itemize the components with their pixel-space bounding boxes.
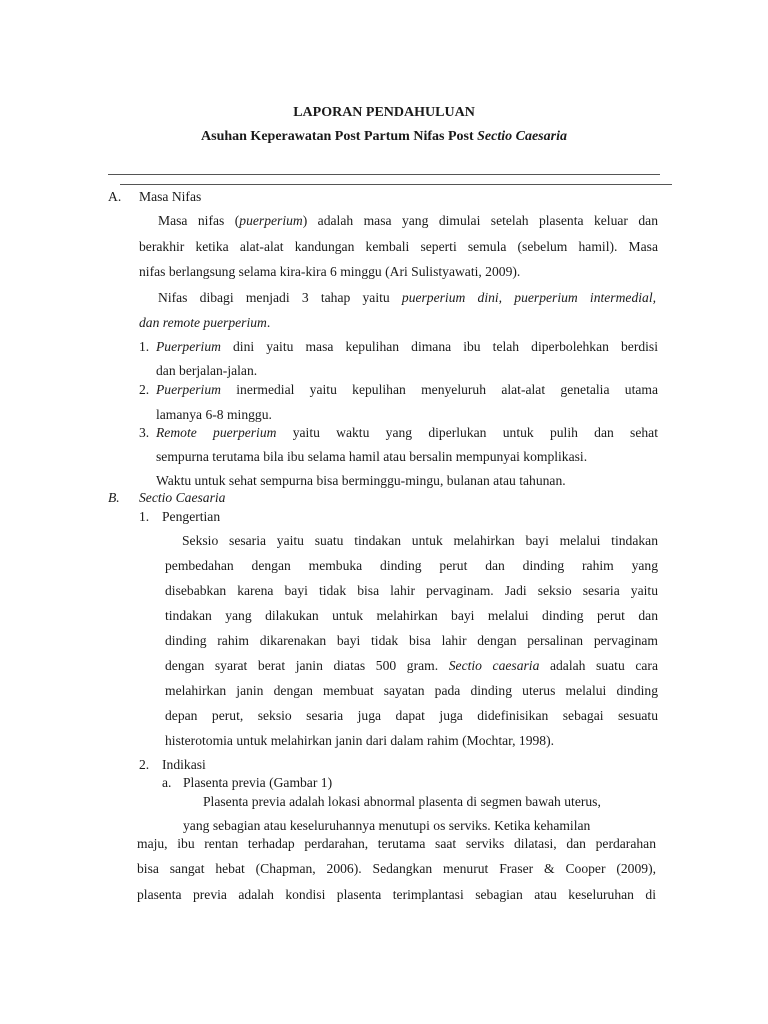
plasenta-line5: plasenta previa adalah kondisi plasenta terimplantasi sebagian atau keseluruhan di	[137, 887, 656, 902]
section-b-marker: B.	[108, 490, 120, 505]
header-rule-bottom	[120, 184, 672, 185]
list-item-line3: Waktu untuk sehat sempurna bisa berminggu-mingu, bulanan atau tahunan.	[156, 473, 566, 488]
pengertian-line7: melahirkan janin dengan membuat sayatan pada dinding uterus melalui dinding	[165, 683, 658, 698]
pengertian-line8: depan perut, seksio sesaria juga dapat juga didefinisikan sebagai sesuatu	[165, 708, 658, 723]
list-item-line1: Puerperium dini yaitu masa kepulihan dimana ibu telah diperbolehkan berdisi	[156, 339, 658, 354]
list-item-number: 1.	[139, 339, 150, 354]
pengertian-line4: tindakan yang dilakukan untuk melahirkan bayi melalui dinding perut dan	[165, 608, 658, 623]
section-a-p1-line2: berakhir ketika alat-alat kandungan kembali seperti semula (sebelum hamil). Masa	[139, 239, 658, 254]
pengertian-line6: dengan syarat berat janin diatas 500 gram. Sectio caesaria adalah suatu cara	[165, 658, 658, 673]
plasenta-line1: Plasenta previa adalah lokasi abnormal plasenta di segmen bawah uterus,	[203, 794, 601, 809]
list-item-number: 3.	[139, 425, 150, 440]
section-a-p2-line1: Nifas dibagi menjadi 3 tahap yaitu puerperium dini, puerperium intermedial,	[158, 290, 656, 305]
subsection-2a-heading: Plasenta previa (Gambar 1)	[183, 775, 333, 790]
list-item-line2: sempurna terutama bila ibu selama hamil atau bersalin mempunyai komplikasi.	[156, 449, 588, 464]
subsection-2-heading: Indikasi	[162, 757, 206, 772]
plasenta-line4: bisa sangat hebat (Chapman, 2006). Sedangkan menurut Fraser & Cooper (2009),	[137, 861, 656, 876]
list-item-line2: dan berjalan-jalan.	[156, 363, 258, 378]
document-subtitle	[0, 128, 768, 146]
section-a-p1-line1: Masa nifas (puerperium) adalah masa yang dimulai setelah plasenta keluar dan	[158, 213, 658, 228]
document-title: LAPORAN PENDAHULUAN	[293, 105, 475, 120]
pengertian-line5: dinding rahim dikarenakan bayi tidak bisa lahir dengan persalinan pervaginam	[165, 633, 658, 648]
subtitle-plain: Asuhan Keperawatan Post Partum Nifas Post	[201, 129, 478, 144]
subsection-2a-marker: a.	[162, 775, 172, 790]
header-rule-top	[108, 174, 660, 175]
list-item-number: 2.	[139, 382, 150, 397]
section-a-heading: Masa Nifas	[139, 189, 202, 204]
subsection-1-heading: Pengertian	[162, 509, 221, 524]
section-a-p2-line2: dan remote puerperium.	[139, 315, 271, 330]
section-b-heading: Sectio Caesaria	[139, 490, 226, 505]
section-a-p1-line3: nifas berlangsung selama kira-kira 6 minggu (Ari Sulistyawati, 2009).	[139, 264, 521, 279]
pengertian-line2: pembedahan dengan membuka dinding perut dan dinding rahim yang	[165, 558, 658, 573]
subtitle-italic: Sectio Caesaria	[477, 129, 567, 144]
list-item-line1: Remote puerperium yaitu waktu yang diperlukan untuk pulih dan sehat	[156, 425, 658, 440]
subsection-1-number: 1.	[139, 509, 150, 524]
section-a-marker: A.	[108, 189, 122, 204]
pengertian-line1: Seksio sesaria yaitu suatu tindakan untuk melahirkan bayi melalui tindakan	[182, 533, 658, 548]
subsection-2-number: 2.	[139, 757, 150, 772]
plasenta-line3: maju, ibu rentan terhadap perdarahan, terutama saat serviks dilatasi, dan perdarahan	[137, 836, 656, 851]
list-item-line2: lamanya 6-8 minggu.	[156, 407, 272, 422]
pengertian-line3: disebabkan karena bayi tidak bisa lahir pervaginam. Jadi seksio sesaria yaitu	[165, 583, 658, 598]
list-item-line1: Puerperium inermedial yaitu kepulihan menyeluruh alat-alat genetalia utama	[156, 382, 658, 397]
pengertian-line9: histerotomia untuk melahirkan janin dari dalam rahim (Mochtar, 1998).	[165, 733, 555, 748]
plasenta-line2: yang sebagian atau keseluruhannya menutupi os serviks. Ketika kehamilan	[183, 818, 591, 833]
